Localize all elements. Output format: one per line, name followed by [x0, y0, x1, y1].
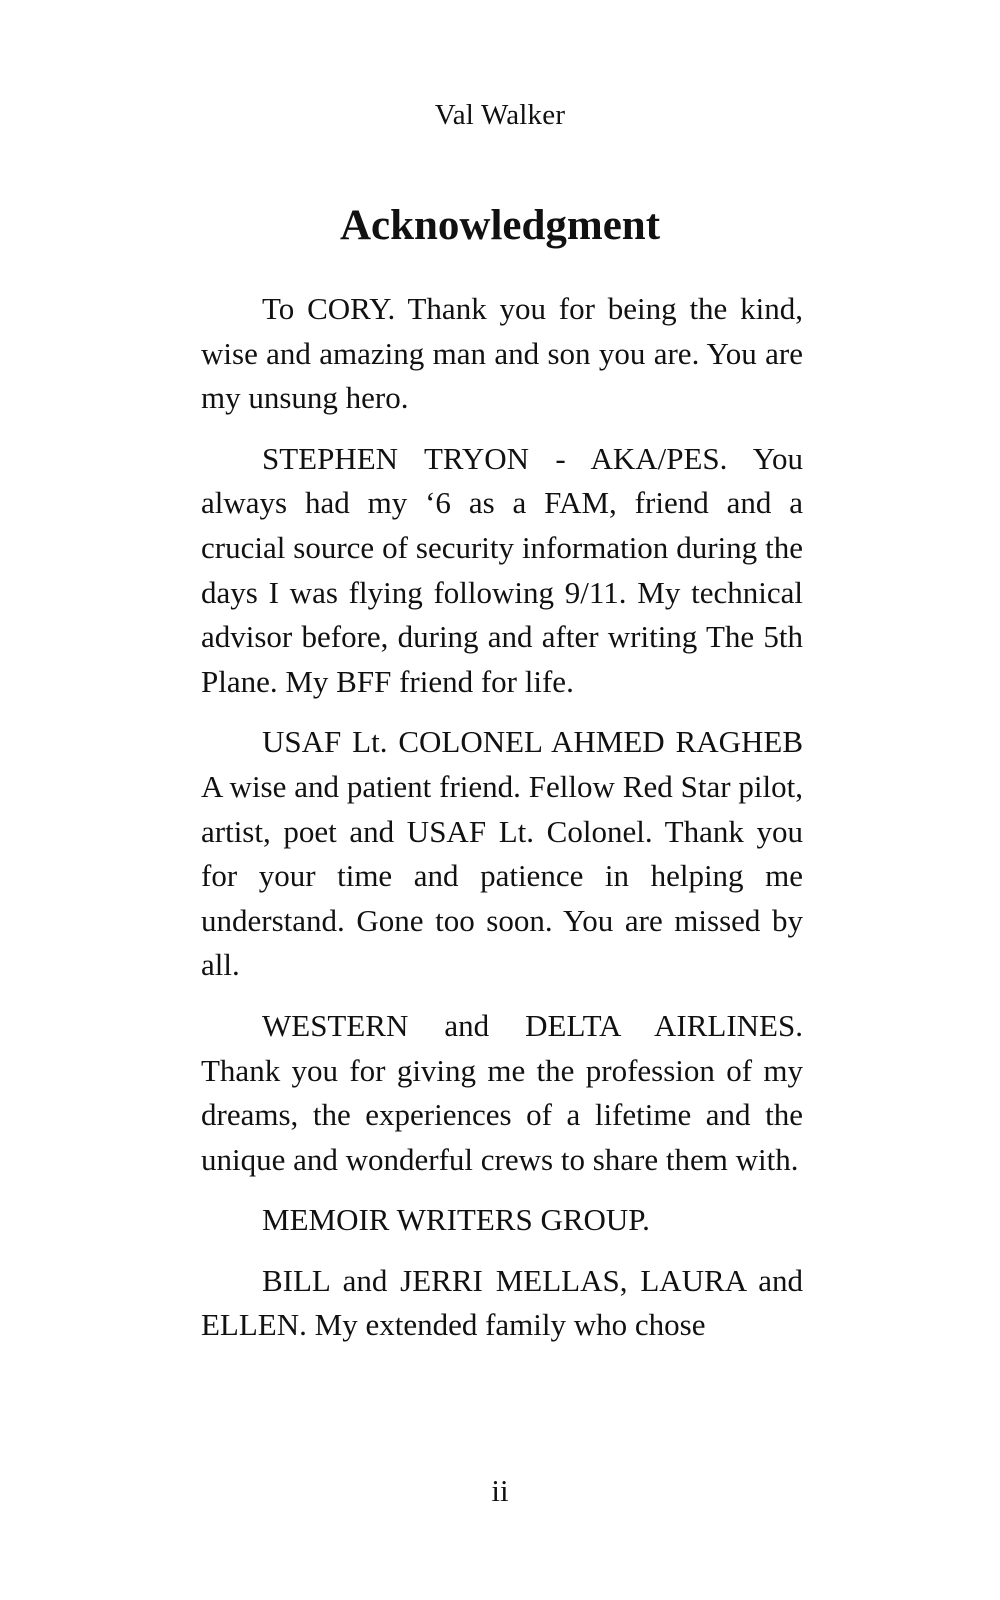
paragraph-ahmed-ragheb: USAF Lt. COLONEL AHMED RAGHEB A wise and patient friend. Fellow Red Star pilot, artist, poet and USAF Lt. Colonel. Thank you for your time and patience in helping me understand. Gone too soon. You are missed by all.: [201, 724, 803, 983]
page-title: Acknowledgment: [339, 202, 661, 249]
paragraph-cory: To CORY. Thank you for being the kind, wise and amazing man and son you are. You are my unsung hero.: [201, 291, 803, 416]
paragraph-airlines: WESTERN and DELTA AIRLINES. Thank you for giving me the profession of my dreams, the experiences of a lifetime and the unique and wonderful crews to share them with.: [201, 1007, 803, 1177]
paragraph-memoir-group: MEMOIR WRITERS GROUP.: [262, 1202, 650, 1238]
running-head-author: Val Walker: [434, 99, 566, 131]
paragraph-stephen-tryon: STEPHEN TRYON - AKA/PES. You always had my ‘6 as a FAM, friend and a crucial source of security information during the days I was flying following 9/11. My technical advisor before, during and after writing The 5th Plane. My BFF friend for life.: [201, 440, 803, 699]
page-number: ii: [491, 1473, 509, 1508]
paragraph-mellas-family: BILL and JERRI MELLAS, LAURA and ELLEN. My extended family who chose: [201, 1262, 803, 1343]
acknowledgment-body: [201, 287, 803, 1364]
